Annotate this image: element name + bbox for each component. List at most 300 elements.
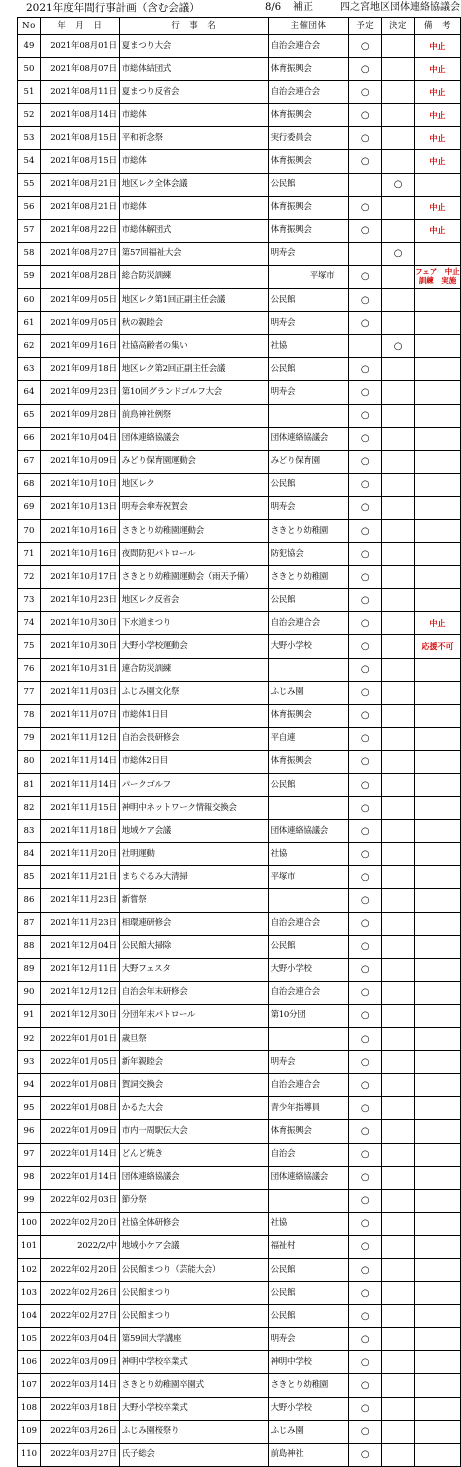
row-event-name: 地区レク [119, 473, 268, 496]
col-header-event: 行 事 名 [119, 18, 268, 35]
row-planned-mark: ○ [349, 404, 382, 427]
table-row [18, 912, 461, 935]
row-number: 55 [18, 173, 41, 196]
table-row [18, 774, 461, 797]
row-decided-mark [382, 519, 415, 542]
row-decided-mark [382, 1189, 415, 1212]
table-row [18, 127, 461, 150]
row-organizer: 体育振興会 [268, 1120, 349, 1143]
row-date: 2022年03月18日 [40, 1397, 119, 1420]
row-note [414, 450, 460, 473]
table-row [18, 889, 461, 912]
row-number: 62 [18, 335, 41, 358]
table-row [18, 196, 461, 219]
row-organizer: 公民館 [268, 1305, 349, 1328]
row-organizer: 公民館 [268, 289, 349, 312]
row-planned-mark: ○ [349, 127, 382, 150]
row-decided-mark [382, 265, 415, 288]
row-decided-mark [382, 1351, 415, 1374]
row-number: 94 [18, 1074, 41, 1097]
row-event-name: 神明中学校卒業式 [119, 1351, 268, 1374]
row-date: 2021年12月04日 [40, 935, 119, 958]
row-number: 90 [18, 981, 41, 1004]
table-row [18, 704, 461, 727]
row-number: 61 [18, 312, 41, 335]
row-number: 50 [18, 58, 41, 81]
row-number: 91 [18, 1004, 41, 1027]
row-date: 2021年08月22日 [40, 219, 119, 242]
table-row [18, 543, 461, 566]
row-date: 2022年01月05日 [40, 1051, 119, 1074]
row-date: 2021年10月10日 [40, 473, 119, 496]
row-organizer: 大野小学校 [268, 958, 349, 981]
row-decided-mark [382, 612, 415, 635]
row-number: 73 [18, 589, 41, 612]
title-bar [0, 0, 461, 17]
row-organizer: 体育振興会 [268, 704, 349, 727]
row-decided-mark [382, 866, 415, 889]
row-date: 2021年08月28日 [40, 265, 119, 288]
row-date: 2021年11月21日 [40, 866, 119, 889]
row-date: 2021年10月17日 [40, 566, 119, 589]
row-note [414, 1189, 460, 1212]
table-row [18, 750, 461, 773]
row-planned-mark: ○ [349, 889, 382, 912]
row-note [414, 866, 460, 889]
row-organizer: 自治会連合会 [268, 981, 349, 1004]
table-row [18, 289, 461, 312]
row-number: 72 [18, 566, 41, 589]
table-row [18, 1397, 461, 1420]
row-planned-mark: ○ [349, 58, 382, 81]
row-event-name: 地域ケア会議 [119, 820, 268, 843]
row-event-name: 新年親睦会 [119, 1051, 268, 1074]
row-note [414, 981, 460, 1004]
row-planned-mark: ○ [349, 473, 382, 496]
row-number: 97 [18, 1143, 41, 1166]
row-event-name: 市総体 [119, 196, 268, 219]
table-row [18, 797, 461, 820]
row-date: 2021年11月20日 [40, 843, 119, 866]
table-row [18, 566, 461, 589]
row-decided-mark [382, 1397, 415, 1420]
row-note [414, 1097, 460, 1120]
row-note [414, 427, 460, 450]
table-row [18, 1120, 461, 1143]
row-planned-mark: ○ [349, 797, 382, 820]
row-decided-mark [382, 1258, 415, 1281]
row-event-name: みどり保育園運動会 [119, 450, 268, 473]
table-row [18, 58, 461, 81]
row-organizer: 明寿会 [268, 1051, 349, 1074]
row-decided-mark [382, 658, 415, 681]
table-row [18, 358, 461, 381]
row-organizer: 公民館 [268, 935, 349, 958]
row-date: 2021年08月15日 [40, 127, 119, 150]
row-organizer: 公民館 [268, 589, 349, 612]
row-number: 76 [18, 658, 41, 681]
row-date: 2021年10月04日 [40, 427, 119, 450]
row-number: 68 [18, 473, 41, 496]
row-planned-mark: ○ [349, 1443, 382, 1466]
row-number: 102 [18, 1258, 41, 1281]
row-organizer [268, 1028, 349, 1051]
row-date: 2021年09月23日 [40, 381, 119, 404]
row-planned-mark: ○ [349, 635, 382, 658]
row-decided-mark [382, 704, 415, 727]
row-planned-mark: ○ [349, 1189, 382, 1212]
row-event-name: 第10回グランドゴルフ大会 [119, 381, 268, 404]
row-note [414, 381, 460, 404]
table-row [18, 935, 461, 958]
row-planned-mark: ○ [349, 566, 382, 589]
row-event-name: 新嘗祭 [119, 889, 268, 912]
row-organizer: 団体連絡協議会 [268, 427, 349, 450]
row-decided-mark [382, 1328, 415, 1351]
row-event-name: 下水道まつり [119, 612, 268, 635]
row-organizer: 体育振興会 [268, 150, 349, 173]
row-decided-mark [382, 358, 415, 381]
row-planned-mark: ○ [349, 219, 382, 242]
row-date: 2022年03月26日 [40, 1420, 119, 1443]
row-date: 2021年11月18日 [40, 820, 119, 843]
row-decided-mark [382, 912, 415, 935]
row-date: 2022年02月26日 [40, 1282, 119, 1305]
row-decided-mark [382, 1374, 415, 1397]
row-date: 2021年08月01日 [40, 35, 119, 58]
row-decided-mark [382, 1212, 415, 1235]
row-number: 49 [18, 35, 41, 58]
row-organizer: 実行委員会 [268, 127, 349, 150]
row-number: 67 [18, 450, 41, 473]
row-note [414, 543, 460, 566]
table-row [18, 450, 461, 473]
row-planned-mark: ○ [349, 658, 382, 681]
table-row [18, 1443, 461, 1466]
row-planned-mark: ○ [349, 543, 382, 566]
row-planned-mark: ○ [349, 1258, 382, 1281]
table-row [18, 1074, 461, 1097]
row-event-name: 地区レク反省会 [119, 589, 268, 612]
row-organizer: 自治会連合会 [268, 81, 349, 104]
row-number: 59 [18, 265, 41, 288]
row-number: 95 [18, 1097, 41, 1120]
row-date: 2022年01月09日 [40, 1120, 119, 1143]
row-number: 87 [18, 912, 41, 935]
row-number: 60 [18, 289, 41, 312]
row-decided-mark [382, 1120, 415, 1143]
row-date: 2022年01月14日 [40, 1143, 119, 1166]
row-organizer: 体育振興会 [268, 750, 349, 773]
table-row [18, 242, 461, 265]
row-note [414, 1374, 460, 1397]
row-number: 110 [18, 1443, 41, 1466]
row-organizer: 社協 [268, 843, 349, 866]
row-event-name: さきとり幼稚園卒園式 [119, 1374, 268, 1397]
table-row [18, 1235, 461, 1258]
row-event-name: さきとり幼稚園運動会（雨天予備） [119, 566, 268, 589]
row-decided-mark [382, 1166, 415, 1189]
row-organizer: さきとり幼稚園 [268, 1374, 349, 1397]
row-organizer: 体育振興会 [268, 219, 349, 242]
row-organizer: 明寿会 [268, 496, 349, 519]
row-number: 100 [18, 1212, 41, 1235]
row-number: 80 [18, 750, 41, 773]
row-note [414, 658, 460, 681]
row-number: 66 [18, 427, 41, 450]
row-number: 84 [18, 843, 41, 866]
row-decided-mark: ○ [382, 335, 415, 358]
row-organizer: ふじみ園 [268, 681, 349, 704]
row-planned-mark: ○ [349, 1282, 382, 1305]
row-event-name: 連合防災訓練 [119, 658, 268, 681]
table-row [18, 35, 461, 58]
row-decided-mark [382, 1143, 415, 1166]
row-organizer: 平塚市 [268, 265, 349, 288]
row-planned-mark: ○ [349, 265, 382, 288]
row-note [414, 958, 460, 981]
row-planned-mark [349, 242, 382, 265]
row-organizer [268, 404, 349, 427]
row-organizer: 自治会 [268, 1143, 349, 1166]
row-organizer: 自治会連合会 [268, 1074, 349, 1097]
row-event-name: 夏まつり反省会 [119, 81, 268, 104]
row-number: 64 [18, 381, 41, 404]
table-row [18, 1282, 461, 1305]
row-note [414, 519, 460, 542]
col-header-no: No [18, 18, 41, 35]
row-note: 中止 [414, 196, 460, 219]
row-note [414, 774, 460, 797]
row-event-name: 社協高齢者の集い [119, 335, 268, 358]
row-organizer: 神明中学校 [268, 1351, 349, 1374]
row-date: 2022年02月20日 [40, 1212, 119, 1235]
row-planned-mark: ○ [349, 450, 382, 473]
row-organizer: さきとり幼稚園 [268, 519, 349, 542]
row-number: 99 [18, 1189, 41, 1212]
row-note [414, 1051, 460, 1074]
row-event-name: 公民館まつり（芸能大会） [119, 1258, 268, 1281]
row-planned-mark: ○ [349, 1028, 382, 1051]
row-note [414, 1120, 460, 1143]
row-number: 85 [18, 866, 41, 889]
row-decided-mark [382, 150, 415, 173]
row-date: 2021年08月21日 [40, 173, 119, 196]
row-note [414, 1351, 460, 1374]
row-date: 2022/2/中 [40, 1235, 119, 1258]
table-row [18, 81, 461, 104]
row-decided-mark [382, 1051, 415, 1074]
row-date: 2022年03月09日 [40, 1351, 119, 1374]
row-number: 88 [18, 935, 41, 958]
row-event-name: 地区レク第2回正副主任会議 [119, 358, 268, 381]
row-event-name: 市総体1日目 [119, 704, 268, 727]
row-date: 2022年02月27日 [40, 1305, 119, 1328]
row-decided-mark [382, 35, 415, 58]
row-event-name: 明寿会傘寿祝賀会 [119, 496, 268, 519]
row-decided-mark [382, 381, 415, 404]
row-note [414, 1282, 460, 1305]
row-organizer: 前島神社 [268, 1443, 349, 1466]
row-decided-mark [382, 981, 415, 1004]
row-note [414, 1420, 460, 1443]
table-row [18, 473, 461, 496]
row-event-name: 氏子総会 [119, 1443, 268, 1466]
row-planned-mark: ○ [349, 935, 382, 958]
row-note [414, 935, 460, 958]
row-note [414, 1166, 460, 1189]
row-number: 79 [18, 727, 41, 750]
row-organizer: ふじみ園 [268, 1420, 349, 1443]
row-number: 98 [18, 1166, 41, 1189]
row-note [414, 1397, 460, 1420]
row-decided-mark [382, 196, 415, 219]
table-row [18, 1051, 461, 1074]
row-event-name: 市総体 [119, 150, 268, 173]
row-decided-mark [382, 1028, 415, 1051]
row-event-name: 大野小学校運動会 [119, 635, 268, 658]
row-decided-mark [382, 81, 415, 104]
row-event-name: 団体連絡協議会 [119, 427, 268, 450]
row-planned-mark: ○ [349, 1120, 382, 1143]
table-row [18, 496, 461, 519]
row-date: 2022年01月14日 [40, 1166, 119, 1189]
row-planned-mark: ○ [349, 820, 382, 843]
row-number: 92 [18, 1028, 41, 1051]
row-organizer: 公民館 [268, 1282, 349, 1305]
row-date: 2022年03月27日 [40, 1443, 119, 1466]
row-event-name: 市総体解団式 [119, 219, 268, 242]
row-event-name: さきとり幼稚園運動会 [119, 519, 268, 542]
row-date: 2022年01月08日 [40, 1074, 119, 1097]
row-organizer: 自治会連合会 [268, 912, 349, 935]
row-date: 2021年10月30日 [40, 635, 119, 658]
table-row [18, 1351, 461, 1374]
events-table [17, 17, 461, 1467]
row-event-name: 夜間防犯パトロール [119, 543, 268, 566]
col-header-planned: 予定 [349, 18, 382, 35]
row-number: 58 [18, 242, 41, 265]
row-number: 74 [18, 612, 41, 635]
row-date: 2021年11月23日 [40, 912, 119, 935]
row-note: 中止 [414, 219, 460, 242]
row-organizer: さきとり幼稚園 [268, 566, 349, 589]
row-decided-mark [382, 566, 415, 589]
row-note: 中止 [414, 612, 460, 635]
col-header-date: 年 月 日 [40, 18, 119, 35]
row-date: 2022年01月08日 [40, 1097, 119, 1120]
row-note [414, 1004, 460, 1027]
row-decided-mark: ○ [382, 173, 415, 196]
row-planned-mark: ○ [349, 1212, 382, 1235]
row-date: 2021年08月15日 [40, 150, 119, 173]
document-title: 2021年度年間行事計画（含む会議） [26, 2, 200, 14]
row-planned-mark: ○ [349, 612, 382, 635]
row-note [414, 289, 460, 312]
table-row [18, 981, 461, 1004]
row-organizer: 防犯協会 [268, 543, 349, 566]
row-event-name: 秋の親睦会 [119, 312, 268, 335]
row-date: 2021年11月03日 [40, 681, 119, 704]
row-planned-mark: ○ [349, 958, 382, 981]
row-decided-mark [382, 496, 415, 519]
row-planned-mark: ○ [349, 866, 382, 889]
row-date: 2022年02月03日 [40, 1189, 119, 1212]
row-decided-mark [382, 589, 415, 612]
table-row [18, 1305, 461, 1328]
row-note [414, 1143, 460, 1166]
table-row [18, 104, 461, 127]
row-organizer: 第10分団 [268, 1004, 349, 1027]
row-date: 2021年10月30日 [40, 612, 119, 635]
row-decided-mark: ○ [382, 242, 415, 265]
row-note: 中止 [414, 150, 460, 173]
row-organizer: 団体連絡協議会 [268, 820, 349, 843]
row-note [414, 912, 460, 935]
row-note [414, 312, 460, 335]
col-header-notes: 備 考 [414, 18, 460, 35]
row-event-name: 第57回福祉大会 [119, 242, 268, 265]
row-date: 2021年08月21日 [40, 196, 119, 219]
row-organizer: 大野小学校 [268, 635, 349, 658]
row-planned-mark: ○ [349, 1328, 382, 1351]
row-planned-mark: ○ [349, 981, 382, 1004]
row-planned-mark: ○ [349, 912, 382, 935]
table-row [18, 589, 461, 612]
row-note [414, 843, 460, 866]
row-note [414, 820, 460, 843]
row-planned-mark: ○ [349, 35, 382, 58]
row-number: 106 [18, 1351, 41, 1374]
row-note [414, 704, 460, 727]
row-date: 2021年09月05日 [40, 289, 119, 312]
table-row [18, 1258, 461, 1281]
row-decided-mark [382, 289, 415, 312]
row-event-name: 総合防災訓練 [119, 265, 268, 288]
row-event-name: パークゴルフ [119, 774, 268, 797]
row-date: 2021年10月16日 [40, 543, 119, 566]
table-row [18, 1374, 461, 1397]
row-decided-mark [382, 1097, 415, 1120]
row-number: 96 [18, 1120, 41, 1143]
row-event-name: ふじみ園桜祭り [119, 1420, 268, 1443]
col-header-decided: 決定 [382, 18, 415, 35]
row-note [414, 473, 460, 496]
row-planned-mark: ○ [349, 843, 382, 866]
row-organizer: 平自連 [268, 727, 349, 750]
row-event-name: 社明運動 [119, 843, 268, 866]
row-planned-mark: ○ [349, 1235, 382, 1258]
row-number: 107 [18, 1374, 41, 1397]
row-note [414, 566, 460, 589]
col-header-organizer: 主催団体 [268, 18, 349, 35]
row-number: 51 [18, 81, 41, 104]
row-note [414, 750, 460, 773]
table-row [18, 1097, 461, 1120]
row-decided-mark [382, 127, 415, 150]
row-event-name: どんど焼き [119, 1143, 268, 1166]
row-date: 2022年02月20日 [40, 1258, 119, 1281]
row-date: 2021年11月23日 [40, 889, 119, 912]
row-decided-mark [382, 450, 415, 473]
row-date: 2021年11月07日 [40, 704, 119, 727]
row-planned-mark: ○ [349, 358, 382, 381]
row-event-name: 自治会年末研修会 [119, 981, 268, 1004]
row-organizer: 公民館 [268, 358, 349, 381]
row-planned-mark: ○ [349, 681, 382, 704]
table-row [18, 381, 461, 404]
row-number: 105 [18, 1328, 41, 1351]
